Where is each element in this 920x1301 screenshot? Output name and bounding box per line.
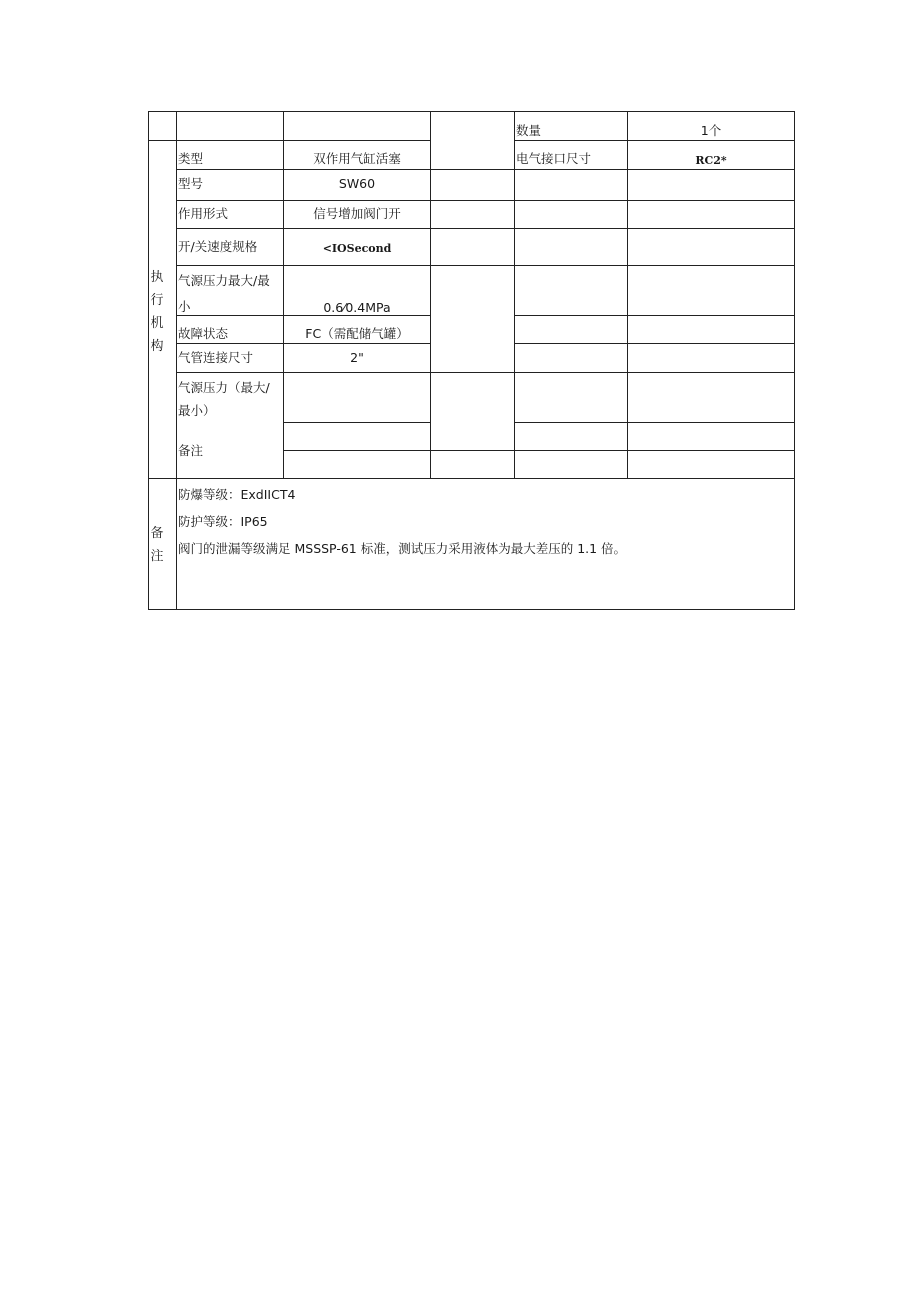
air-pressure-max-min-label: 最小） (178, 403, 216, 418)
row-divider (176, 315, 431, 316)
pipe-connection-value: 2" (350, 350, 364, 365)
air-pressure-max-min-label: 气源压力（最大/ (178, 380, 270, 395)
table-border (148, 111, 795, 112)
row-divider (176, 372, 795, 373)
row-divider (514, 140, 795, 141)
row-divider (176, 228, 795, 229)
table-border (148, 609, 795, 610)
row-divider (514, 422, 795, 423)
row-divider (283, 450, 795, 451)
electrical-interface-label: 电气接口尺寸 (516, 151, 592, 166)
air-pressure-label: 小 (178, 299, 191, 314)
model-label: 型号 (178, 176, 204, 191)
section-divider (148, 478, 795, 479)
row-divider (176, 265, 795, 266)
row-divider (514, 315, 795, 316)
row-divider (148, 140, 177, 141)
action-label: 作用形式 (178, 206, 229, 221)
actuator-remark-label: 备注 (178, 443, 204, 458)
speed-label: 开/关速度规格 (178, 239, 258, 254)
row-divider (514, 343, 795, 344)
action-value: 信号增加阀门开 (313, 206, 401, 221)
column-divider (176, 111, 177, 610)
column-divider (514, 111, 515, 479)
actuator-spec-table (148, 111, 795, 610)
type-value: 双作用气缸活塞 (313, 151, 401, 166)
actuator-section-label: 执行机构 (150, 270, 164, 354)
table-border (794, 111, 795, 610)
speed-value: <IOSecond (322, 242, 392, 255)
column-divider (283, 111, 284, 479)
fail-state-value: FC（需配储气罐） (305, 326, 409, 341)
row-divider (283, 422, 431, 423)
row-divider (176, 169, 795, 170)
explosion-proof-note: 防爆等级：ExdIICT4 (178, 487, 296, 502)
type-label: 类型 (178, 151, 204, 166)
protection-class-note: 防护等级：IP65 (178, 514, 268, 529)
model-value: SW60 (338, 176, 376, 191)
quantity-value: 1个 (700, 123, 722, 138)
electrical-interface-value: RC2* (695, 154, 727, 167)
row-divider (176, 200, 795, 201)
quantity-label: 数量 (516, 123, 542, 138)
column-divider (430, 111, 431, 479)
fail-state-label: 故障状态 (178, 326, 229, 341)
row-divider (176, 140, 431, 141)
air-pressure-value: 0.6⁄0.4MPa (323, 300, 391, 315)
notes-section-label: 备注 (150, 526, 164, 564)
row-divider (176, 343, 431, 344)
air-pressure-label: 气源压力最大/最 (178, 273, 270, 288)
leakage-class-note: 阀门的泄漏等级满足 MSSSP-61 标准，测试压力采用液体为最大差压的 1.1 倍。 (178, 541, 627, 556)
pipe-connection-label: 气管连接尺寸 (178, 350, 254, 365)
